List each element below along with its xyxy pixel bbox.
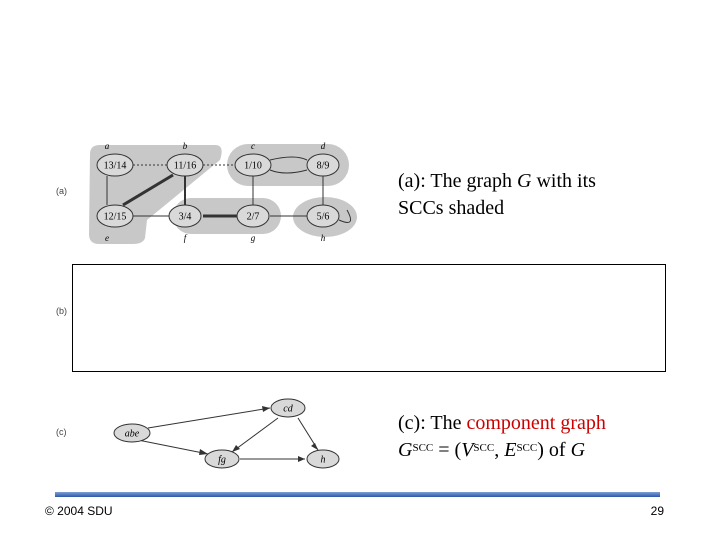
caption-c-eq: = ( bbox=[433, 439, 462, 461]
vertex-letter-g: g bbox=[250, 233, 256, 243]
caption-a-prefix: (a): The graph bbox=[398, 170, 518, 192]
graph-a-node bbox=[169, 205, 201, 227]
caption-c-comma: , bbox=[494, 439, 505, 461]
footer-page-number: 29 bbox=[650, 504, 664, 518]
graph-a-node bbox=[235, 154, 271, 176]
svg-text:11/16: 11/16 bbox=[173, 160, 197, 172]
caption-c-component-graph: component graph bbox=[466, 412, 606, 434]
graph-c-node bbox=[114, 424, 150, 442]
caption-c-e: E bbox=[504, 439, 517, 461]
caption-c-close: ) of bbox=[537, 439, 571, 461]
graph-a-node bbox=[237, 205, 269, 227]
caption-c-v: V bbox=[461, 439, 474, 461]
vertex-letter-d: d bbox=[320, 141, 326, 151]
vertex-letter-e: e bbox=[105, 233, 109, 243]
caption-c-g2: G bbox=[570, 439, 586, 461]
caption-c bbox=[398, 410, 708, 464]
graph-c-node bbox=[205, 450, 239, 468]
svg-text:2/7: 2/7 bbox=[246, 211, 260, 223]
caption-a bbox=[398, 168, 698, 222]
caption-c-sup-2: SCC bbox=[473, 442, 495, 454]
caption-c-g: G bbox=[398, 439, 413, 461]
caption-c-prefix: (c): The bbox=[398, 412, 467, 434]
caption-a-graph-symbol: G bbox=[517, 170, 532, 192]
part-a-label: (a) bbox=[56, 186, 67, 196]
caption-a-suffix: with its bbox=[531, 170, 596, 192]
part-b-label: (b) bbox=[56, 306, 67, 316]
graph-a-node bbox=[97, 205, 133, 227]
caption-c-sup-3: SCC bbox=[516, 442, 538, 454]
svg-text:1/10: 1/10 bbox=[244, 160, 262, 172]
graph-a-node bbox=[167, 154, 203, 176]
vertex-letter-a: a bbox=[104, 141, 110, 151]
svg-text:8/9: 8/9 bbox=[316, 160, 330, 172]
svg-text:fg: fg bbox=[218, 454, 226, 466]
caption-a-line2: SCCs shaded bbox=[398, 197, 505, 219]
vertex-letter-f: f bbox=[183, 233, 187, 243]
caption-c-sup-1: SCC bbox=[412, 442, 434, 454]
graph-a-node bbox=[307, 205, 339, 227]
part-b-box bbox=[72, 264, 666, 372]
graph-c bbox=[110, 394, 350, 474]
vertex-letter-b: b bbox=[182, 141, 188, 151]
graph-c-node bbox=[271, 399, 305, 417]
graph-a-node bbox=[97, 154, 133, 176]
svg-text:5/6: 5/6 bbox=[316, 211, 330, 223]
vertex-letter-h: h bbox=[320, 233, 326, 243]
svg-text:cd: cd bbox=[283, 403, 293, 415]
svg-text:13/14: 13/14 bbox=[103, 160, 127, 172]
vertex-letter-c: c bbox=[251, 141, 255, 151]
graph-a bbox=[85, 140, 370, 245]
part-c-label: (c) bbox=[56, 427, 67, 437]
svg-text:h: h bbox=[320, 454, 326, 466]
footer-rule bbox=[55, 492, 660, 497]
svg-text:abe: abe bbox=[124, 428, 140, 440]
footer-copyright: © 2004 SDU bbox=[45, 504, 113, 518]
graph-a-node bbox=[307, 154, 339, 176]
graph-c-node bbox=[307, 450, 339, 468]
svg-text:12/15: 12/15 bbox=[103, 211, 127, 223]
svg-text:3/4: 3/4 bbox=[178, 211, 192, 223]
